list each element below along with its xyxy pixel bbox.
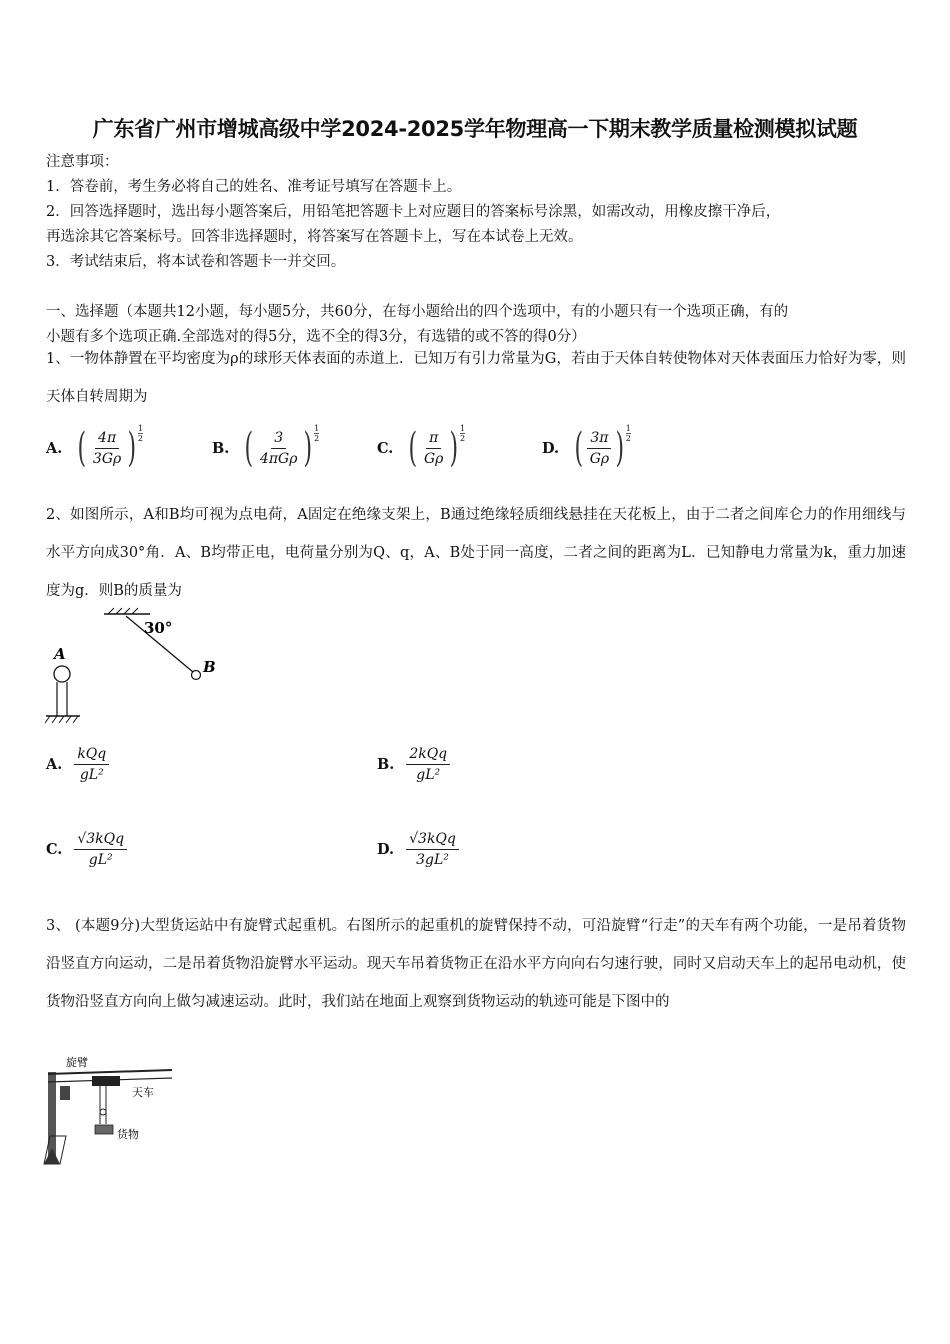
q1-option-d-fraction: $\frac{3\pi}{G\rho}$	[587, 430, 612, 467]
q1-option-a[interactable]: A. ( $\frac{4\pi}{3G\rho}$ ) 1 2	[46, 424, 143, 471]
angle-label: 30°	[144, 619, 173, 637]
crane-base	[44, 1148, 60, 1164]
question-2-stem: 2、如图所示，A和B均可视为点电荷，A固定在绝缘支架上，B通过绝缘轻质细线悬挂在天花板上，由于二者之间库仑力的作用细线与水平方向成30°角．A、B均带正电，电荷量分别为Q、q，A、B处于同一高度，二者之间的距离为L．已知静电力常量为k，重力加速度为g．则B的质量为	[46, 507, 906, 599]
q2-option-a[interactable]: A. $\frac{\text{kQq}}{\text{gL²}}$	[46, 746, 109, 783]
question-3-stem: 3、 (本题9分)大型货运站中有旋臂式起重机。右图所示的起重机的旋臂保持不动，可沿旋臂“行走”的天车有两个功能，一是吊着货物沿竖直方向运动，二是吊着货物沿旋臂水平运动。现天车吊着货物正在沿水平方向向右匀速行驶，同时又启动天车上的起吊电动机，使货物沿竖直方向向上做匀减速运动。此时，我们站在地面上观察到货物运动的轨迹可能是下图中的	[46, 918, 906, 1010]
ground-hatch	[45, 716, 78, 723]
label-b: B	[203, 658, 216, 676]
label-a: A	[54, 645, 66, 663]
q1-option-a-fraction: $\frac{4\pi}{3G\rho}$	[92, 429, 122, 467]
cargo-box	[95, 1125, 113, 1134]
q2-option-b-fraction: $\frac{\text{2kQq}}{\text{gL²}}$	[406, 746, 450, 783]
q2-option-c[interactable]: C. $\frac{\text{√3kQq}}{\text{gL²}}$	[46, 831, 127, 868]
q2-option-b[interactable]: B. $\frac{\text{2kQq}}{\text{gL²}}$	[377, 746, 450, 783]
charge-a	[54, 666, 70, 682]
page-title: 广东省广州市增城高级中学2024-2025学年物理高一下期末教学质量检测模拟试题	[92, 117, 858, 141]
q1-option-c-fraction: $\frac{\pi}{G\rho}$	[423, 429, 444, 467]
counterweight	[60, 1086, 70, 1100]
label-arm: 旋臂	[66, 1056, 88, 1069]
notes-item-2a: 2．回答选择题时，选出每小题答案后，用铅笔把答题卡上对应题目的答案标号涂黑，如需改动，用橡皮擦干净后，	[46, 204, 781, 220]
section-heading-line-2: 小题有多个选项正确.全部选对的得5分，选不全的得3分，有选错的或不答的得0分）	[46, 329, 586, 345]
charge-b	[192, 671, 201, 680]
q1-option-c[interactable]: C. ( $\frac{\pi}{G\rho}$ ) 1 2	[377, 424, 466, 471]
pulley	[100, 1109, 106, 1115]
q2-option-d-fraction: $\frac{\text{√3kQq}}{\text{3gL²}}$	[406, 831, 459, 868]
q2-option-a-fraction: $\frac{\text{kQq}}{\text{gL²}}$	[74, 746, 109, 783]
q2-option-d[interactable]: D. $\frac{\text{√3kQq}}{\text{3gL²}}$	[377, 831, 459, 868]
notes-item-2b: 再选涂其它答案标号。回答非选择题时，将答案写在答题卡上，写在本试卷上无效。	[46, 229, 583, 245]
q3-crane-figure	[40, 1052, 180, 1170]
label-trolley: 天车	[132, 1086, 154, 1099]
notes-item-1: 1．答卷前，考生务必将自己的姓名、准考证号填写在答题卡上。	[46, 179, 462, 195]
q1-option-b[interactable]: B. ( $\frac{3}{\text{4πGρ}}$ ) 1 2	[212, 424, 320, 471]
ceiling-hatch	[108, 608, 138, 614]
q2-option-c-fraction: $\frac{\text{√3kQq}}{\text{gL²}}$	[74, 831, 127, 868]
section-heading-line-1: 一、选择题（本题共12小题，每小题5分，共60分，在每小题给出的四个选项中，有的小题只有一个选项正确，有的	[46, 304, 789, 320]
q1-option-d[interactable]: D. ( $\frac{3\pi}{G\rho}$ ) 1 2	[542, 424, 631, 471]
q1-option-b-fraction: $\frac{3}{\text{4πGρ}}$	[259, 429, 298, 467]
trolley	[92, 1076, 120, 1086]
label-cargo: 货物	[117, 1128, 139, 1141]
question-1-stem: 1、一物体静置在平均密度为ρ的球形天体表面的赤道上．已知万有引力常量为G，若由于天体自转使物体对天体表面压力恰好为零，则天体自转周期为	[46, 351, 906, 405]
q2-charges-figure	[40, 606, 230, 731]
notes-heading: 注意事项：	[46, 154, 119, 170]
notes-item-3: 3．考试结束后，将本试卷和答题卡一并交回。	[46, 254, 346, 270]
crane-arm-top	[48, 1070, 172, 1074]
